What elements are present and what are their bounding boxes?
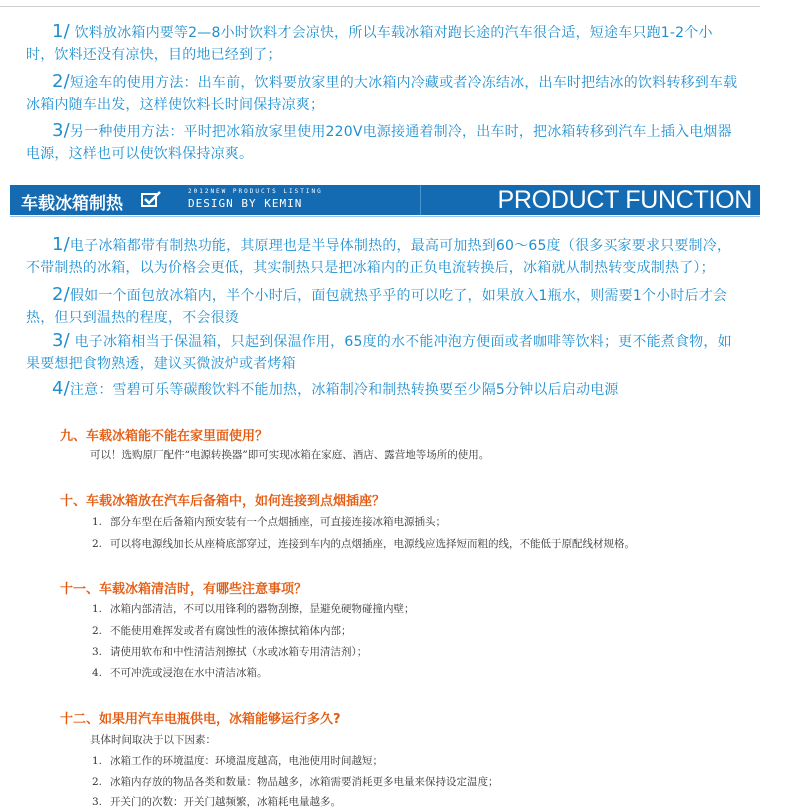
list-item: 2. 可以将电源线加长从座椅底部穿过，连接到车内的点烟插座，电源线应选择短而粗的线，不能低于原配线材规格。 (92, 538, 635, 550)
list-item: 1. 部分车型在后备箱内预安装有一个点烟插座，可直接连接冰箱电源插头； (92, 516, 446, 528)
list-item: 2. 冰箱内存放的物品各类和数量：物品越多，冰箱需要消耗更多电量来保持设定温度； (92, 776, 499, 788)
paragraph-text: 假如一个面包放冰箱内，半个小时后，面包就热乎乎的可以吃了，如果放入1瓶水，则需要1个小时后才会热，但只到温热的程度，不会很烫 (26, 288, 728, 326)
list-item: 1. 冰箱工作的环境温度：环境温度越高，电池使用时间越短； (92, 755, 383, 767)
checkbox-check-icon (141, 191, 161, 208)
list-item: 3. 请使用软布和中性清洁剂擦拭（水或冰箱专用清洁剂）； (92, 646, 368, 658)
list-item: 1. 冰箱内部清洁，不可以用锋利的器物刮擦，昰避免硬物碰撞内壁； (92, 603, 415, 615)
banner-sub-text: DESIGN BY KEMIN (188, 197, 303, 210)
paragraph-text: 注意：雪碧可乐等碳酸饮料不能加热，冰箱制冷和制热转换要至少隔5分钟以后启动电源 (69, 382, 619, 398)
paragraph-number: 3/ (52, 330, 70, 351)
banner-small-text: 2012NEW PRODUCTS LISTING (188, 188, 323, 195)
paragraph-text: 短途车的使用方法：出车前，饮料要放家里的大冰箱内冷藏或者冷冻结冰，出车时把结冰的饮料转移到车载冰箱内随车出发，这样使饮料长时间保持凉爽； (26, 75, 738, 113)
paragraph-number: 1/ (52, 234, 70, 255)
paragraph-number: 1/ (52, 21, 70, 42)
paragraph-text: 电子冰箱相当于保温箱，只起到保温作用，65度的水不能冲泡方便面或者咖啡等饮料；更不能煮食物，如果要想把食物熟透，建议买微波炉或者烤箱 (26, 334, 732, 372)
banner-title: 车载冰箱制热 (21, 194, 123, 214)
list-item: 3. 开关门的次数：开关门越频繁，冰箱耗电量越多。 (92, 796, 341, 808)
paragraph-number: 2/ (52, 284, 70, 305)
faq-intro-12: 具体时间取决于以下因素： (90, 734, 216, 746)
paragraph-number: 3/ (52, 120, 70, 141)
heating-paragraph-2 (26, 284, 738, 329)
heating-paragraph-3 (26, 330, 738, 375)
paragraph-text: 电子冰箱都带有制热功能，其原理也是半导体制热的，最高可加热到60～65度（很多买家要求只要制冷，不带制热的冰箱，以为价格会更低，其实制热只是把冰箱内的正负电流转换后，冰箱就从制热转变成制热了）； (26, 238, 732, 276)
faq-question-12: 十二、如果用汽车电瓶供电，冰箱能够运行多久? (60, 712, 341, 727)
intro-paragraph-1 (26, 21, 738, 66)
heating-paragraph-4 (26, 378, 738, 401)
list-item: 2. 不能使用难挥发或者有腐蚀性的液体擦拭箱体内部； (92, 625, 352, 637)
top-divider (0, 0, 760, 7)
paragraph-text: 另一种使用方法：平时把冰箱放家里使用220V电源接通着制冷，出车时，把冰箱转移到汽车上插入电烟器电源，这样也可以使饮料保持凉爽。 (26, 124, 732, 162)
banner-underline (10, 216, 760, 217)
banner-divider (420, 185, 421, 215)
faq-question-11: 十一、车载冰箱清洁时，有哪些注意事项？ (60, 582, 308, 597)
faq-question-10: 十、车载冰箱放在汽车后备箱中，如何连接到点烟插座？ (60, 494, 386, 509)
paragraph-text: 饮料放冰箱内要等2—8小时饮料才会凉快，所以车载冰箱对跑长途的汽车很合适，短途车只跑1-2个小时，饮料还没有凉快，目的地已经到了； (26, 25, 713, 63)
intro-paragraph-3 (26, 120, 738, 165)
banner-english-title: PRODUCT FUNCTION (497, 186, 752, 214)
faq-question-9: 九、车载冰箱能不能在家里面使用？ (60, 429, 269, 444)
intro-paragraph-2 (26, 71, 738, 116)
section-banner (10, 185, 760, 215)
heating-paragraph-1 (26, 234, 738, 279)
paragraph-number: 4/ (52, 378, 70, 399)
paragraph-number: 2/ (52, 71, 70, 92)
faq-answer-9: 可以！选购原厂配件“电源转换器”即可实现冰箱在家庭、酒店、露营地等场所的使用。 (90, 449, 490, 461)
list-item: 4. 不可冲洗或浸泡在水中清洁冰箱。 (92, 667, 268, 679)
